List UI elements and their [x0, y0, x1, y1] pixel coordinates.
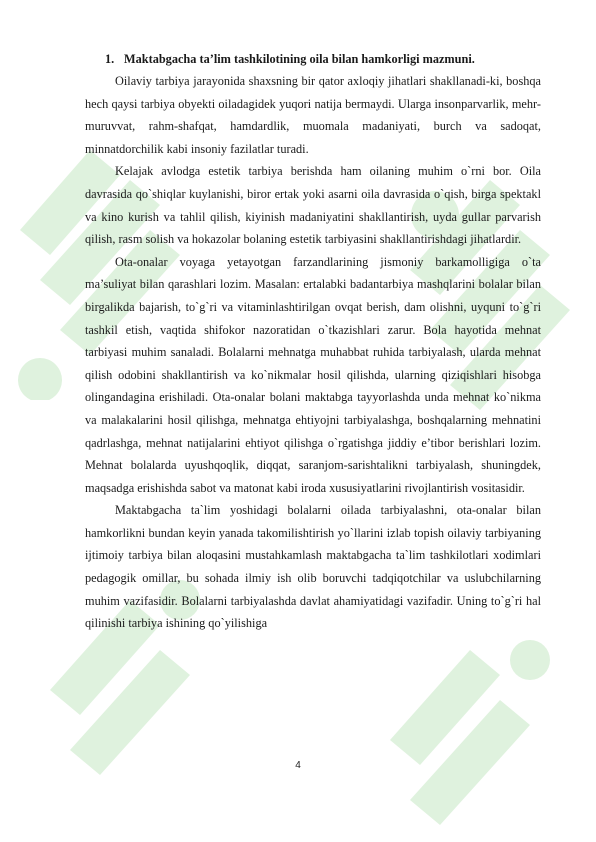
paragraph-3: Ota-onalar voyaga yetayotgan farzandlarining jismoniy barkamolligiga o`ta ma’suliyat bilan qarashlari lozim. Masalan: ertalabki badantarbiya mashqlarini bolalar bilan birgalikda bajarish, to`g`ri va vitaminlashtirilgan ovqat berish, dam olishni, uyquni to`g`ri tashkil etish, vaqtida shifokor nazoratidan o`tkazishlari zarur. Bola hayotida mehnat tarbiyasi muhim sanaladi. Bolalarni mehnatga muhabbat ruhida tarbiyalash, ularda mehnat qilish odobini shakllantirish va ko`nikmalar hosil qilishda, ularning qiziqishlari hisobga olingandagina erishiladi. Ota-onalar bolani maktabga tayyorlashda unda mehnat ko`nikma va malakalarini hosil qilishga, mehnatga ehtiyojni tarbiyalashga, boshqalarning mehnatini qadrlashga, mehnat natijalarini ehtiyot qilishga o`rgatishga jiddiy e’tibor berishlari lozim. Mehnat bolalarda uyushqoqlik, diqqat, saranjom-sarishtalikni tarbiyalash, shuningdek, maqsadga erishishda sabot va matonat kabi iroda xususiyatlarini rivojlantirish vositasidir. [85, 254, 541, 495]
section-number: 1. [105, 52, 115, 66]
paragraph-1: Oilaviy tarbiya jarayonida shaxsning bir qator axloqiy jihatlari shakllanadi-ki, boshqa hech qaysi tarbiya obyekti oiladagidek yuqori natija bermaydi. Ularga insonparvarlik, mehr-muruvvat, rahm-shafqat, hamdardlik, muomala madaniyati, burch va sadoqat, minnatdorchilik kabi insoniy fazilatlar turadi. [85, 74, 541, 156]
paragraph-2: Kelajak avlodga estetik tarbiya berishda ham oilaning muhim o`rni bor. Oila davrasida qo`shiqlar kuylanishi, biror ertak yoki asarni oila davrasida o`qish, birga spektakl va kino kurish va tahlil qilish, kiyinish madaniyatini shakllantirish, uyda gullar parvarish qilish, rasm solish va hokazolar bolaning estetik tarbiyasini shakllantirishdagi jihatlardir. [85, 164, 541, 247]
section-heading [85, 48, 541, 70]
section-title: Maktabgacha ta’lim tashkilotining oila bilan hamkorligi mazmuni. [124, 52, 475, 66]
document-body [85, 48, 541, 635]
paragraph-4: Maktabgacha ta`lim yoshidagi bolalarni oilada tarbiyalashni, ota-onalar bilan hamkorlikni bundan keyin yanada takomilishtirish yo`llarini izlab topish oilaviy tarbiyaning ijtimoiy tarbiya bilan aloqasini mustahkamlash maktabgacha ta`lim tashkilotlari xodimlari pedagogik omillar, bu sohada ilmiy ish olib boruvchi tadqiqotchilar va uslubchilarning muhim vazifasidir. Bolalarni tarbiyalashda davlat ahamiyatidagi vazifadir. Uning to`g`ri hal qilinishi tarbiya ishining qo`yilishiga [85, 503, 541, 631]
watermark-bottom-right-icon [360, 620, 580, 840]
page-number: 4 [295, 760, 301, 771]
